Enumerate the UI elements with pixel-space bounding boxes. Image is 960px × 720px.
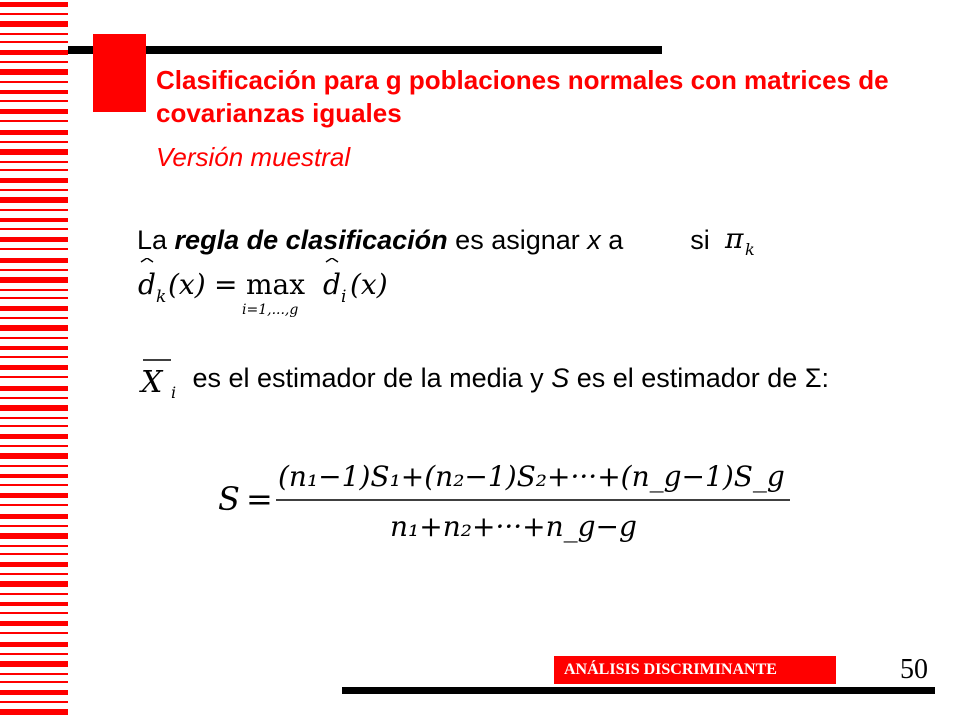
svg-text:max: max xyxy=(246,268,306,301)
svg-text:k: k xyxy=(156,287,167,307)
stripe-8 xyxy=(0,81,68,83)
stripe-20 xyxy=(0,197,68,203)
stripe-71 xyxy=(0,701,68,703)
stripe-25 xyxy=(0,248,68,250)
stripe-26 xyxy=(0,258,68,263)
stripe-18 xyxy=(0,178,68,183)
stripe-49 xyxy=(0,484,68,486)
stripe-54 xyxy=(0,533,68,539)
stripe-40 xyxy=(0,397,68,399)
stripe-48 xyxy=(0,474,68,478)
slide-title: Clasificación para g poblaciones normales con matrices de covarianzas iguales xyxy=(156,65,889,128)
stripe-60 xyxy=(0,593,68,595)
stripe-42 xyxy=(0,417,68,419)
header-accent-block xyxy=(93,34,146,112)
stripe-52 xyxy=(0,514,68,519)
stripe-44 xyxy=(0,434,68,439)
stripe-59 xyxy=(0,581,68,587)
stripe-41 xyxy=(0,405,68,411)
header-rule xyxy=(68,46,662,54)
stripe-37 xyxy=(0,365,68,370)
stripe-68 xyxy=(0,673,68,675)
stripe-53 xyxy=(0,525,68,527)
stripe-45 xyxy=(0,445,68,447)
svg-text:S: S xyxy=(218,480,240,518)
stripe-55 xyxy=(0,545,68,547)
stripe-46 xyxy=(0,453,68,459)
svg-text:d: d xyxy=(138,268,156,301)
stripe-36 xyxy=(0,356,68,358)
stripe-27 xyxy=(0,269,68,271)
stripe-10 xyxy=(0,100,68,102)
svg-text:π: π xyxy=(725,224,744,255)
svg-text:d: d xyxy=(323,268,341,301)
stripe-56 xyxy=(0,553,68,555)
svg-text:=: = xyxy=(246,480,273,518)
stripe-34 xyxy=(0,337,68,339)
rule-term: regla de clasificación xyxy=(174,225,448,255)
stripe-12 xyxy=(0,120,68,122)
stripe-15 xyxy=(0,149,68,155)
footer-rule xyxy=(342,687,935,694)
stripe-3 xyxy=(0,33,68,35)
stripe-6 xyxy=(0,61,68,63)
stripe-19 xyxy=(0,189,68,191)
stripe-47 xyxy=(0,465,68,467)
pooled-covariance-formula xyxy=(214,448,794,544)
stripe-50 xyxy=(0,493,68,498)
rule-sentence: La regla de clasificación es asignar x a si xyxy=(137,225,710,255)
stripe-63 xyxy=(0,621,68,626)
stripe-28 xyxy=(0,277,68,283)
stripe-62 xyxy=(0,612,68,614)
stripe-14 xyxy=(0,141,68,143)
stripe-70 xyxy=(0,690,68,695)
stripe-58 xyxy=(0,573,68,575)
stripe-57 xyxy=(0,562,68,567)
stripe-67 xyxy=(0,661,68,667)
stripe-35 xyxy=(0,346,68,350)
slide-subtitle: Versión muestral xyxy=(156,142,351,172)
xbar-i-symbol xyxy=(137,354,185,400)
stripe-51 xyxy=(0,504,68,506)
decorative-stripes xyxy=(0,0,70,720)
stripe-64 xyxy=(0,632,68,634)
stripe-22 xyxy=(0,218,68,222)
stripe-29 xyxy=(0,289,68,291)
stripe-1 xyxy=(0,13,68,15)
stripe-5 xyxy=(0,50,68,55)
stripe-66 xyxy=(0,653,68,655)
svg-text:i: i xyxy=(171,383,177,400)
stripe-23 xyxy=(0,228,68,230)
rule-formula xyxy=(136,258,406,320)
page-number: 50 xyxy=(900,654,928,685)
stripe-9 xyxy=(0,90,68,94)
stripe-72 xyxy=(0,709,68,715)
svg-text:(n₁−1)S₁+(n₂−1)S₂+···+(n_g−1)S: (n₁−1)S₁+(n₂−1)S₂+···+(n_g−1)S_g xyxy=(278,460,785,493)
stripe-2 xyxy=(0,21,68,27)
svg-text:(x): (x) xyxy=(168,268,206,301)
svg-text:k: k xyxy=(745,240,755,259)
stripe-24 xyxy=(0,237,68,242)
estimator-paragraph: es el estimador de la media y S es el estimador de Σ: xyxy=(185,363,830,393)
footer-label: ANÁLISIS DISCRIMINANTE xyxy=(564,661,777,678)
stripe-38 xyxy=(0,376,68,378)
stripe-32 xyxy=(0,317,68,319)
stripe-17 xyxy=(0,169,68,171)
stripe-7 xyxy=(0,69,68,75)
svg-text:n₁+n₂+···+n_g−g: n₁+n₂+···+n_g−g xyxy=(390,510,637,543)
svg-text:=: = xyxy=(214,268,238,301)
stripe-43 xyxy=(0,425,68,427)
stripe-69 xyxy=(0,681,68,683)
stripe-39 xyxy=(0,386,68,391)
stripe-31 xyxy=(0,306,68,311)
svg-text:i=1,...,g: i=1,...,g xyxy=(242,302,299,318)
stripe-21 xyxy=(0,209,68,211)
stripe-13 xyxy=(0,130,68,135)
svg-text:X: X xyxy=(141,365,163,400)
svg-text:(x): (x) xyxy=(350,268,388,301)
stripe-61 xyxy=(0,602,68,606)
stripe-33 xyxy=(0,325,68,331)
pi-k-symbol xyxy=(723,224,763,262)
stripe-65 xyxy=(0,642,68,647)
svg-text:i: i xyxy=(341,287,347,307)
stripe-16 xyxy=(0,161,68,163)
stripe-0 xyxy=(0,2,68,7)
stripe-4 xyxy=(0,41,68,43)
stripe-30 xyxy=(0,297,68,299)
stripe-11 xyxy=(0,109,68,114)
